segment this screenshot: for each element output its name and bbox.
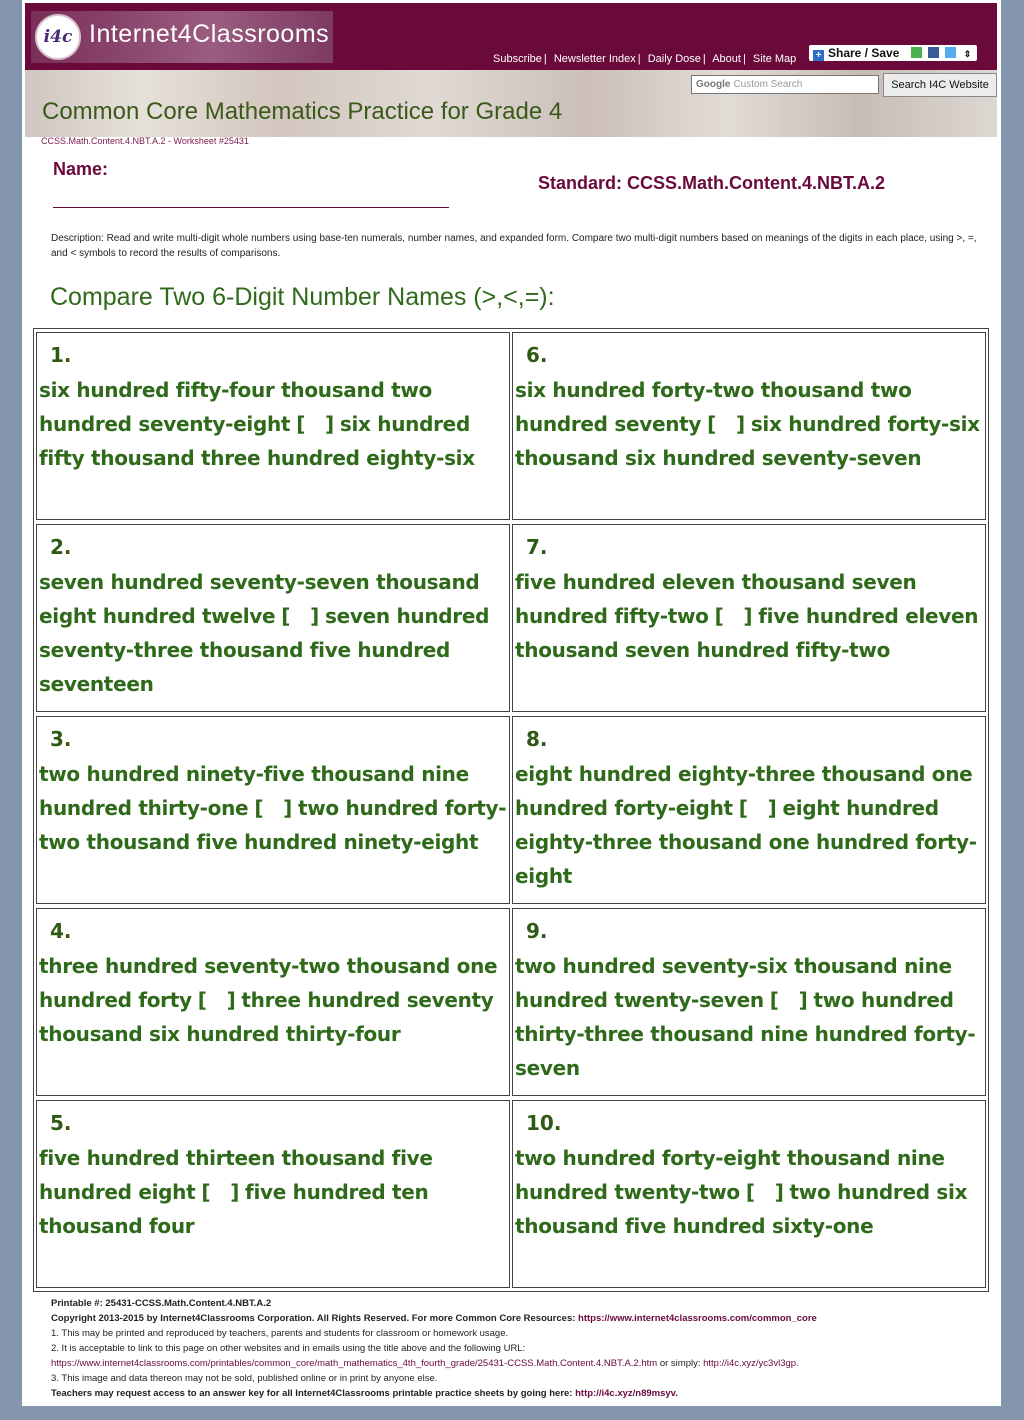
answer-blank[interactable]: [ ] <box>745 1180 784 1204</box>
problem-number: 5. <box>50 1111 72 1135</box>
nav-newsletter-index[interactable]: Newsletter Index <box>553 53 636 65</box>
search-placeholder: Custom Search <box>733 79 803 90</box>
common-core-link[interactable]: https://www.internet4classrooms.com/common_core <box>578 1313 817 1324</box>
refresh-icon <box>911 47 922 58</box>
right-number-name: two hundred forty-two thousand five hundred ninety-eight <box>39 796 507 854</box>
worksheet-page <box>22 0 1001 1406</box>
problem-text <box>515 757 983 893</box>
right-number-name: eight hundred eighty-three thousand one hundred forty-eight <box>515 796 977 888</box>
answer-blank[interactable]: [ ] <box>769 988 808 1012</box>
top-nav: Subscribe | Newsletter Index | Daily Dose | About | Site Map <box>493 53 797 65</box>
nav-subscribe[interactable]: Subscribe <box>493 53 542 65</box>
problem-cell <box>36 1100 510 1288</box>
worksheet-id: CCSS.Math.Content.4.NBT.A.2 - Worksheet #25431 <box>41 136 249 146</box>
left-number-name: seven hundred seventy-seven thousand eight hundred twelve <box>39 570 480 628</box>
answer-key-text: Teachers may request access to an answer key for all Internet4Classrooms printable practice sheets by going here: <box>51 1388 576 1399</box>
answer-blank[interactable]: [ ] <box>738 796 777 820</box>
answer-blank[interactable]: [ ] <box>714 604 753 628</box>
facebook-icon <box>928 47 939 58</box>
right-number-name: three hundred seventy thousand six hundred thirty-four <box>39 988 494 1046</box>
problem-number: 8. <box>526 727 548 751</box>
copyright-text: Copyright 2013-2015 by Internet4Classrooms Corporation. All Rights Reserved. For more Common Core Resources: <box>51 1313 579 1324</box>
problem-cell <box>36 908 510 1096</box>
problem-text <box>39 757 507 859</box>
nav-site-map[interactable]: Site Map <box>752 53 797 65</box>
answer-blank[interactable]: [ ] <box>707 412 745 436</box>
problem-cell <box>36 332 510 520</box>
footer <box>51 1296 991 1401</box>
problem-cell <box>512 716 986 904</box>
problem-text <box>39 565 507 701</box>
chevron-updown-icon: ⇕ <box>963 49 972 59</box>
problem-text <box>39 1141 507 1243</box>
answer-blank[interactable]: [ ] <box>254 796 292 820</box>
share-save-button[interactable] <box>809 45 977 61</box>
left-number-name: two hundred forty-eight thousand nine hundred twenty-two <box>515 1146 945 1204</box>
left-number-name: eight hundred eighty-three thousand one hundred forty-eight <box>515 762 973 820</box>
problem-number: 10. <box>526 1111 562 1135</box>
site-logo[interactable] <box>31 11 333 63</box>
logo-text: Internet4Classrooms <box>89 20 330 48</box>
right-number-name: seven hundred seventy-three thousand five hundred seventeen <box>39 604 490 696</box>
share-label: Share / Save <box>828 46 900 60</box>
note-3: 3. This image and data thereon may not be sold, published online or in print by anyone else. <box>51 1373 438 1384</box>
search-input[interactable] <box>691 75 879 94</box>
twitter-icon <box>945 47 956 58</box>
section-title: Compare Two 6-Digit Number Names (>,<,=): <box>50 283 555 311</box>
answer-blank[interactable]: [ ] <box>197 988 236 1012</box>
problems-grid <box>33 328 989 1292</box>
name-label: Name: <box>53 159 109 179</box>
answer-blank[interactable]: [ ] <box>296 412 334 436</box>
site-header <box>25 3 997 137</box>
left-number-name: two hundred ninety-five thousand nine hundred thirty-one <box>39 762 469 820</box>
problem-number: 7. <box>526 535 548 559</box>
search-button[interactable]: Search I4C Website <box>883 73 997 97</box>
answer-key-line <box>51 1386 991 1401</box>
problem-number: 6. <box>526 343 548 367</box>
standard-label: Standard: CCSS.Math.Content.4.NBT.A.2 <box>538 173 886 193</box>
problem-number: 3. <box>50 727 72 751</box>
left-number-name: three hundred seventy-two thousand one hundred forty <box>39 954 498 1012</box>
right-number-name: five hundred eleven thousand seven hundred fifty-two <box>515 604 979 662</box>
problem-text <box>515 1141 983 1243</box>
copyright-line <box>51 1311 991 1326</box>
answer-blank[interactable]: [ ] <box>281 604 319 628</box>
left-number-name: five hundred thirteen thousand five hundred eight <box>39 1146 433 1204</box>
right-number-name: six hundred fifty thousand three hundred eighty-six <box>39 412 475 470</box>
google-label: Google <box>696 79 731 90</box>
url-line <box>51 1356 991 1371</box>
problem-text <box>515 949 983 1085</box>
problem-number: 4. <box>50 919 72 943</box>
name-line <box>53 207 449 208</box>
problem-text <box>515 565 983 667</box>
page-title: Common Core Mathematics Practice for Grade 4 <box>42 98 563 125</box>
note-2: 2. It is acceptable to link to this page on other websites and in emails using the title above and the following URL: <box>51 1343 526 1354</box>
problem-text <box>39 949 507 1051</box>
nav-about[interactable]: About <box>712 53 741 65</box>
problem-cell <box>36 524 510 712</box>
worksheet-url-link[interactable]: https://www.internet4classrooms.com/printables/common_core/math_mathematics_4th_fourth_grade/25431-CCSS.Math.Content.4.NBT.A.2.htm <box>51 1358 658 1369</box>
answer-blank[interactable]: [ ] <box>201 1180 240 1204</box>
plus-icon: + <box>813 50 824 61</box>
description: Description: Read and write multi-digit whole numbers using base-ten numerals, number names, and expanded form. Compare two multi-digit numbers based on meanings of the digits in each place, using >, =, and < symbols to record the results of comparisons. <box>51 233 977 259</box>
problem-number: 9. <box>526 919 548 943</box>
left-number-name: six hundred forty-two thousand two hundred seventy <box>515 378 912 436</box>
problem-cell <box>512 332 986 520</box>
problem-number: 2. <box>50 535 72 559</box>
left-number-name: two hundred seventy-six thousand nine hundred twenty-seven <box>515 954 952 1012</box>
note-1: 1. This may be printed and reproduced by teachers, parents and students for classroom or homework usage. <box>51 1328 509 1339</box>
problem-cell <box>512 908 986 1096</box>
right-number-name: two hundred thirty-three thousand nine hundred forty-seven <box>515 988 976 1080</box>
problem-cell <box>512 1100 986 1288</box>
right-number-name: two hundred six thousand five hundred sixty-one <box>515 1180 968 1238</box>
printable-number: Printable #: 25431-CCSS.Math.Content.4.NBT.A.2 <box>51 1298 272 1309</box>
short-url-link[interactable]: http://i4c.xyz/yc3vl3gp. <box>703 1358 799 1369</box>
right-number-name: six hundred forty-six thousand six hundred seventy-seven <box>515 412 980 470</box>
left-number-name: six hundred fifty-four thousand two hundred seventy-eight <box>39 378 432 436</box>
problem-number: 1. <box>50 343 72 367</box>
url-or: or simply: <box>657 1358 704 1369</box>
right-number-name: five hundred ten thousand four <box>39 1180 429 1238</box>
problem-text <box>39 373 507 475</box>
nav-daily-dose[interactable]: Daily Dose <box>647 53 701 65</box>
problem-text <box>515 373 983 475</box>
answer-key-link[interactable]: http://i4c.xyz/n89msyv. <box>575 1388 678 1399</box>
problem-cell <box>36 716 510 904</box>
left-number-name: five hundred eleven thousand seven hundred fifty-two <box>515 570 917 628</box>
problem-cell <box>512 524 986 712</box>
logo-badge: i4c <box>35 14 81 60</box>
